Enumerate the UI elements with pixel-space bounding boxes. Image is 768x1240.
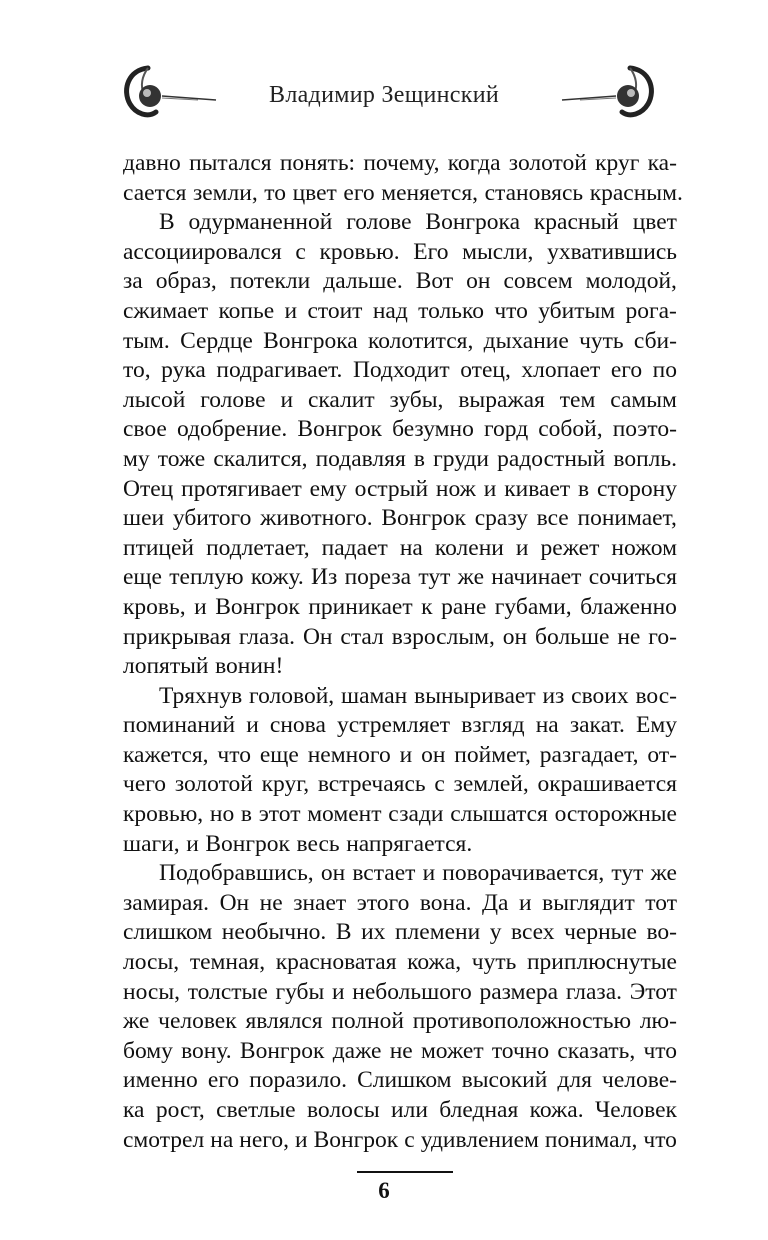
text-line: Тряхнув головой, шаман выныривает из своих вос- bbox=[159, 682, 677, 709]
text-line: слишком необычно. В их племени у всех черные во- bbox=[123, 919, 677, 946]
text-line: бому вону. Вонгрок даже не может точно сказать, что bbox=[123, 1037, 677, 1064]
text-line: поминаний и снова устремляет взгляд на закат. Ему bbox=[123, 712, 677, 739]
text-line: же человек являлся полной противоположностью лю- bbox=[123, 1008, 677, 1035]
text-line: сается земли, то цвет его меняется, становясь красным. bbox=[123, 179, 683, 206]
text-line: именно его поразило. Слишком высокий для челове- bbox=[123, 1067, 677, 1094]
text-line: ка рост, светлые волосы или бледная кожа. Человек bbox=[123, 1097, 677, 1123]
paragraph bbox=[123, 859, 677, 1155]
text-line: му тоже скалится, подавляя в груди радостный вопль. bbox=[123, 445, 677, 472]
text-line: носы, толстые губы и небольшого размера глаза. Этот bbox=[123, 978, 677, 1005]
text-line: шаги, и Вонгрок весь напрягается. bbox=[123, 830, 473, 857]
text-line: лосы, темная, красноватая кожа, чуть приплюснутые bbox=[123, 949, 677, 976]
text-line: то, рука подрагивает. Подходит отец, хлопает его по bbox=[123, 357, 677, 384]
text-line: лысой голове и скалит зубы, выражая тем самым bbox=[123, 386, 677, 413]
header-author: Владимир Зещинский bbox=[269, 82, 499, 108]
text-line: давно пытался понять: почему, когда золотой круг ка- bbox=[123, 150, 677, 176]
paragraph bbox=[123, 682, 677, 860]
text-line: кровью, но в этот момент сзади слышатся осторожные bbox=[123, 801, 677, 828]
text-line: за образ, потекли дальше. Вот он совсем молодой, bbox=[123, 268, 677, 295]
text-line: шеи убитого животного. Вонгрок сразу все понимает, bbox=[123, 505, 677, 532]
paragraph bbox=[123, 149, 683, 208]
text-line: тым. Сердце Вонгрока колотится, дыхание чуть сби- bbox=[123, 327, 677, 354]
text-line: смотрел на него, и Вонгрок с удивлением понимал, что bbox=[123, 1126, 677, 1153]
running-header bbox=[0, 0, 768, 150]
body-text bbox=[123, 149, 683, 1155]
paragraph bbox=[123, 208, 677, 682]
text-line: еще теплую кожу. Из пореза тут же начинает сочиться bbox=[123, 564, 677, 591]
text-line: свое одобрение. Вонгрок безумно горд собой, поэто- bbox=[123, 416, 677, 443]
text-line: прикрывая глаза. Он стал взрослым, он больше не го- bbox=[123, 623, 677, 650]
text-line: лопятый вонин! bbox=[123, 653, 284, 680]
text-line: птицей подлетает, падает на колени и режет ножом bbox=[123, 534, 677, 561]
text-line: сжимает копье и стоит над только что убитым рога- bbox=[123, 297, 677, 324]
text-line: ассоциировался с кровью. Его мысли, ухватившись bbox=[123, 238, 677, 265]
text-line: кажется, что еще немного и он поймет, разгадает, от- bbox=[123, 741, 677, 768]
page-number-rule bbox=[357, 1171, 453, 1173]
text-line: чего золотой круг, встречаясь с землей, окрашивается bbox=[123, 771, 677, 798]
text-line: В одурманенной голове Вонгрока красный цвет bbox=[159, 209, 677, 236]
text-line: замирая. Он не знает этого вона. Да и выглядит тот bbox=[123, 889, 677, 916]
text-line: Отец протягивает ему острый нож и кивает в сторону bbox=[123, 475, 677, 502]
page-number: 6 bbox=[378, 1178, 390, 1203]
text-line: кровь, и Вонгрок приникает к ране губами, блаженно bbox=[123, 593, 677, 620]
text-line: Подобравшись, он встает и поворачивается, тут же bbox=[159, 860, 677, 887]
